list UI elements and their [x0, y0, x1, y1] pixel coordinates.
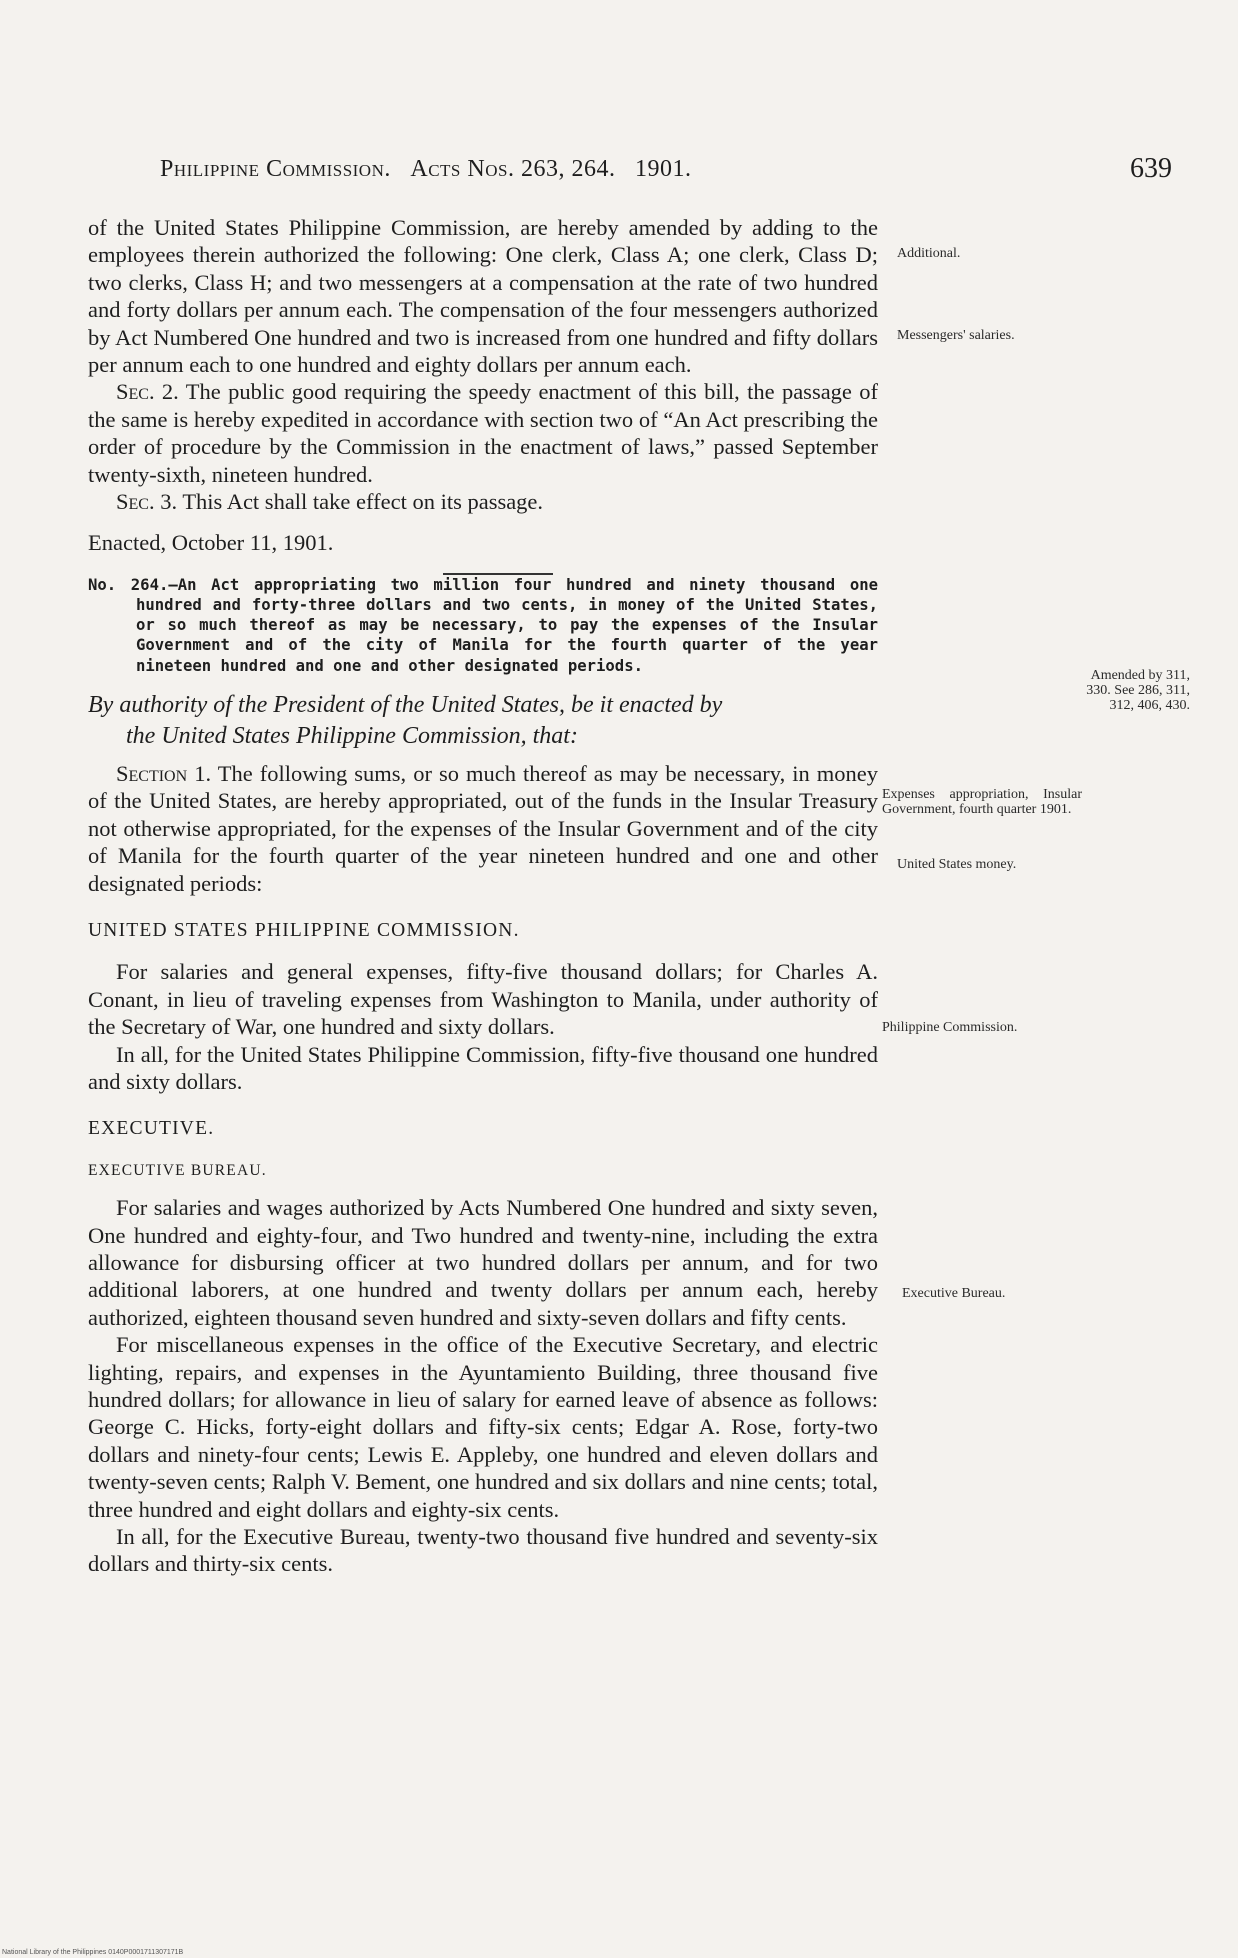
- act264-title-text: No. 264.—An Act appropriating two million four hundred and ninety thousand one hundred and forty-three dollars and two cents, in money of the United States, or so much thereof as may be necessary, to pay the expenses of the Insular Government and of the city of Manila for the fourth quarter of the year nineteen hundred and one and other designated periods.: [88, 575, 878, 675]
- heading-commission: UNITED STATES PHILIPPINE COMMISSION.: [88, 919, 520, 941]
- commission-paragraph-1: For salaries and general expenses, fifty-five thousand dollars; for Charles A. Conant, in lieu of traveling expenses from Washington to Manila, under authority of the Secretary of War, one hundred and sixty dollars.: [88, 959, 878, 1040]
- running-head: [160, 156, 800, 183]
- commission-paragraph-2: In all, for the United States Philippine Commission, fifty-five thousand one hundred and sixty dollars.: [88, 1041, 878, 1094]
- scan-source-tag: National Library of the Philippines 0140P0001711307171B: [2, 1949, 184, 1956]
- act263-continuation: of the United States Philippine Commission, are hereby amended by adding to the employees therein authorized the following: One clerk, Class A; one clerk, Class D; two clerks, Class H; and two messengers at a compensation at the rate of two hundred and forty dollars per annum each. The compensation of the four messengers authorized by Act Numbered One hundred and two is increased from one hundred and fifty dollars per annum each to one hundred and eighty dollars per annum each.: [88, 215, 878, 378]
- running-title-commission: Philippine Commission.: [160, 156, 391, 182]
- sec2-text: The public good requiring the speedy enactment of this bill, the passage of the same is hereby expedited in accordance with section two of “An Act prescribing the order of procedure by the Commission in the enactment of laws,” passed September twenty-sixth, nineteen hundred.: [88, 379, 879, 487]
- act264-title: [88, 575, 878, 676]
- enacting-clause: [88, 690, 878, 752]
- enacting-clause-line2: the United States Philippine Commission, that:: [126, 722, 578, 749]
- margin-note-amended: Amended by 311, 330. See 286, 311, 312, 406, 430.: [1086, 668, 1190, 713]
- section1-label: Section 1.: [116, 760, 212, 786]
- margin-note-commission: Philippine Commission.: [882, 1020, 1018, 1035]
- sec3-label: Sec. 3.: [116, 489, 178, 515]
- act264-section-1: [88, 760, 878, 897]
- bureau-paragraph-2: For miscellaneous expenses in the office of the Executive Secretary, and electric lighting, repairs, and expenses in the Ayuntamiento Building, three thousand five hundred dollars; for allowance in lieu of salary for earned leave of absence as follows: George C. Hicks, forty-eight dollars and fifty-six cents; Edgar A. Rose, forty-two dollars and ninety-four cents; Lewis E. Appleby, one hundred and eleven dollars and twenty-seven cents; Ralph V. Bement, one hundred and six dollars and nine cents; total, three hundred and eight dollars and eighty-six cents.: [88, 1332, 878, 1522]
- margin-note-expenses: Expenses appropriation, Insular Government, fourth quarter 1901.: [882, 787, 1082, 817]
- bureau-paragraph-1: For salaries and wages authorized by Acts Numbered One hundred and sixty seven, One hundred and eighty-four, and Two hundred and twenty-nine, including the extra allowance for disbursing officer at two hundred dollars per annum, and for two additional laborers, at one hundred and twenty dollars per annum each, hereby authorized, eighteen thousand seven hundred and sixty-seven dollars and fifty cents.: [88, 1195, 878, 1330]
- section1-text: The following sums, or so much thereof as may be necessary, in money of the United States, are hereby appropriated, out of the funds in the Insular Treasury not otherwise appropriated, for the expenses of the Insular Government and of the city of Manila for the fourth quarter of the year nineteen hundred and one and other designated periods:: [88, 760, 879, 896]
- main-text: [88, 214, 878, 1578]
- bureau-paragraph-3: In all, for the Executive Bureau, twenty-two thousand five hundred and seventy-six dollars and thirty-six cents.: [88, 1524, 878, 1577]
- running-title-acts: Acts Nos. 263, 264.: [410, 156, 616, 182]
- running-title-year: 1901.: [634, 156, 692, 182]
- enacting-clause-line1: By authority of the President of the United States, be it enacted by: [88, 691, 723, 718]
- enacted-date: Enacted, October 11, 1901.: [88, 530, 334, 556]
- heading-executive-bureau: EXECUTIVE BUREAU.: [88, 1161, 267, 1179]
- act263-section-3: [88, 488, 878, 515]
- margin-note-messengers: Messengers' salaries.: [897, 328, 1015, 343]
- margin-note-us-money: United States money.: [897, 857, 1017, 872]
- page-number: 639: [1130, 153, 1172, 184]
- sec2-label: Sec. 2.: [116, 379, 179, 405]
- margin-note-additional: Additional.: [897, 246, 961, 261]
- act263-section-2: [88, 378, 878, 488]
- margin-note-executive-bureau: Executive Bureau.: [902, 1286, 1006, 1301]
- sec3-text: This Act shall take effect on its passage.: [182, 489, 544, 515]
- heading-executive: EXECUTIVE.: [88, 1118, 215, 1140]
